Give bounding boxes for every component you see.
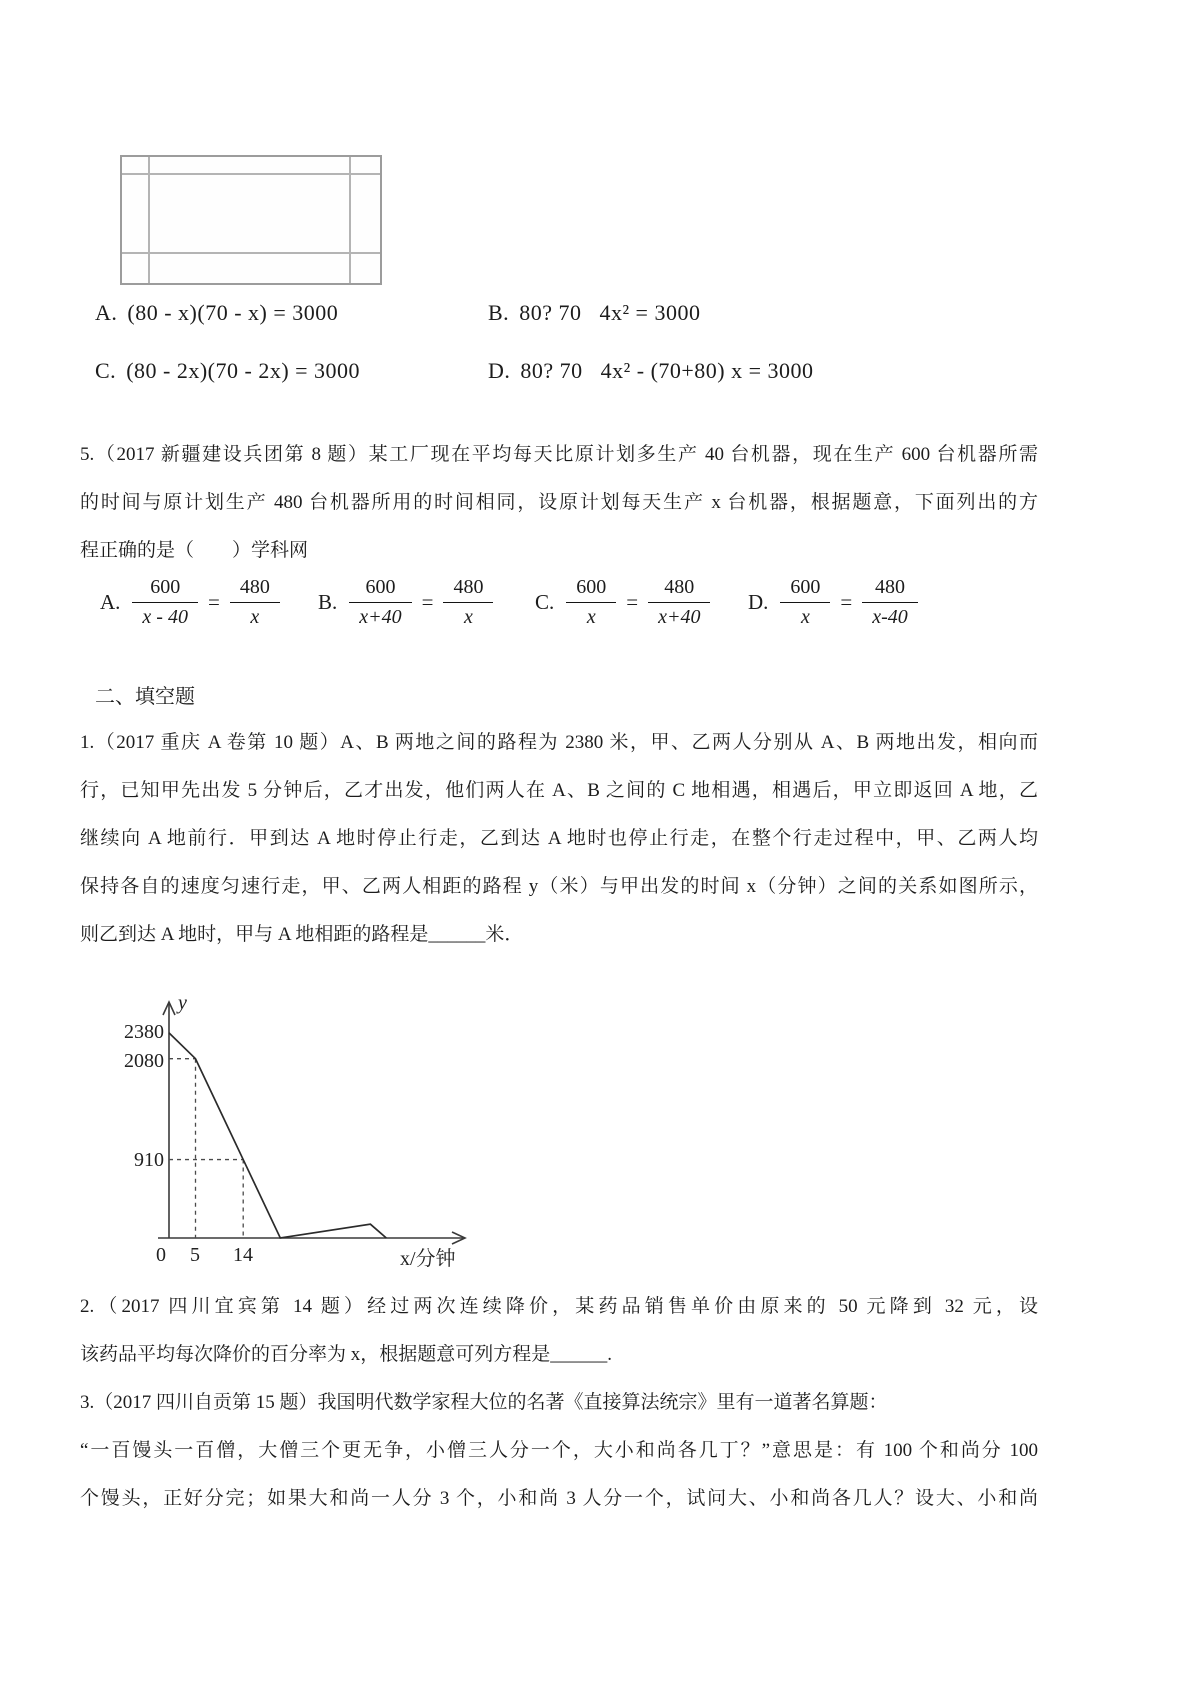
question-2-and-3-text	[80, 1283, 1038, 1523]
graph-svg	[88, 903, 488, 1281]
y-tick-2080: 2080	[124, 1050, 164, 1072]
fraction	[132, 576, 198, 629]
q3-line-1: 3.（2017 四川自贡第 15 题）我国明代数学家程大位的名著《直接算法统宗》里有一道著名算题：	[80, 1392, 888, 1413]
q1-line-2: 行，已知甲先出发 5 分钟后，乙才出发，他们两人在 A、B 之间的 C 地相遇，相遇后，甲立即返回 A 地，乙	[80, 780, 1038, 801]
x-axis-label: x/分钟	[400, 1248, 456, 1270]
fraction-denominator: x+40	[658, 606, 701, 628]
diagram-left-path-line	[148, 157, 150, 283]
q4-option-d-equation: 80? 70 4x² - (70+80) x = 3000	[520, 358, 814, 383]
x-tick-5: 5	[190, 1244, 200, 1266]
q5-option-c-label: C.	[535, 590, 555, 614]
fraction	[862, 576, 918, 629]
fraction	[780, 576, 830, 629]
fraction	[349, 576, 411, 629]
equals-sign: =	[840, 590, 853, 614]
fraction-numerator: 600	[132, 576, 198, 603]
q2-line-2: 该药品平均每次降价的百分率为 x，根据题意可列方程是______.	[80, 1344, 613, 1365]
distance-time-graph	[88, 903, 488, 1281]
q4-option-d-label: D.	[488, 358, 511, 383]
q2-line-1: 2.（2017 四川宜宾第 14 题）经过两次连续降价，某药品销售单价由原来的 50 元降到 32 元，设	[80, 1296, 1038, 1317]
fraction-numerator: 480	[648, 576, 710, 603]
x-tick-14: 14	[233, 1244, 253, 1266]
q1-line-3: 继续向 A 地前行．甲到达 A 地时停止行走，乙到达 A 地时也停止行走，在整个行走过程中，甲、乙两人均	[80, 828, 1038, 849]
field-path-diagram	[120, 155, 382, 285]
q4-option-d	[488, 358, 814, 384]
y-tick-2380: 2380	[124, 1021, 164, 1043]
fraction-numerator: 600	[780, 576, 830, 603]
q1-line-1: 1.（2017 重庆 A 卷第 10 题）A、B 两地之间的路程为 2380 米，甲、乙两人分别从 A、B 两地出发，相向而	[80, 732, 1038, 753]
diagram-top-path-line	[122, 173, 380, 175]
q1-line-5: 则乙到达 A 地时，甲与 A 地相距的路程是______米．	[80, 924, 524, 945]
fraction-numerator: 480	[862, 576, 918, 603]
fraction-denominator: x	[586, 606, 596, 628]
q1-line-4: 保持各自的速度匀速行走，甲、乙两人相距的路程 y（米）与甲出发的时间 x（分钟）之间的关系如图所示，	[80, 876, 1038, 897]
q4-option-c	[95, 358, 360, 384]
diagram-bottom-path-line	[122, 252, 380, 254]
y-tick-910: 910	[134, 1149, 164, 1171]
fraction-denominator: x	[250, 606, 260, 628]
equals-sign: =	[626, 590, 639, 614]
q5-option-b-label: B.	[318, 590, 338, 614]
fraction	[443, 576, 493, 629]
q4-option-a-label: A.	[95, 300, 118, 325]
q5-option-a	[100, 576, 280, 629]
q4-option-b-label: B.	[488, 300, 510, 325]
diagram-right-path-line	[349, 157, 351, 283]
fraction	[648, 576, 710, 629]
q4-option-c-label: C.	[95, 358, 117, 383]
fraction-numerator: 480	[443, 576, 493, 603]
q5-option-d-label: D.	[748, 590, 769, 614]
fraction-denominator: x	[800, 606, 810, 628]
fraction-denominator: x+40	[359, 606, 402, 628]
fraction-denominator: x-40	[872, 606, 908, 628]
q3-line-3: 个馒头，正好分完；如果大和尚一人分 3 个，小和尚 3 人分一个，试问大、小和尚各几人？设大、小和尚	[80, 1488, 1038, 1509]
equals-sign: =	[207, 590, 220, 614]
q4-option-b-equation: 80? 70 4x² = 3000	[519, 300, 701, 325]
fraction-numerator: 480	[230, 576, 280, 603]
q5-options-row	[0, 552, 1200, 662]
dashed-guides	[169, 1059, 243, 1238]
fraction-denominator: x - 40	[142, 606, 188, 628]
fraction	[230, 576, 280, 629]
fraction	[566, 576, 616, 629]
q4-option-a	[95, 300, 338, 326]
q5-option-c	[535, 576, 710, 629]
x-tick-0: 0	[156, 1244, 166, 1266]
fraction-denominator: x	[464, 606, 473, 628]
q5-line-3: 程正确的是（ ）学科网	[80, 540, 309, 561]
fraction-numerator: 600	[349, 576, 411, 603]
q4-option-a-equation: (80 - x)(70 - x) = 3000	[127, 300, 339, 325]
q5-option-d	[748, 576, 918, 629]
equals-sign: =	[421, 590, 434, 614]
y-axis-label: y	[178, 992, 187, 1014]
section-heading-fill-in-blanks: 二、填空题	[95, 686, 195, 708]
q5-line-2: 的时间与原计划生产 480 台机器所用的时间相同，设原计划每天生产 x 台机器，根据题意，下面列出的方	[80, 492, 1038, 513]
q5-line-1: 5.（2017 新疆建设兵团第 8 题）某工厂现在平均每天比原计划多生产 40 台机器，现在生产 600 台机器所需	[80, 444, 1038, 465]
distance-curve	[169, 1033, 386, 1238]
q5-option-b	[318, 576, 493, 629]
fraction-numerator: 600	[566, 576, 616, 603]
q3-line-2: “一百馒头一百僧，大僧三个更无争，小僧三人分一个，大小和尚各几丁？”意思是：有 100 个和尚分 100	[80, 1440, 1038, 1461]
q4-option-b	[488, 300, 700, 326]
q4-option-c-equation: (80 - 2x)(70 - 2x) = 3000	[126, 358, 361, 383]
q5-option-a-label: A.	[100, 590, 121, 614]
